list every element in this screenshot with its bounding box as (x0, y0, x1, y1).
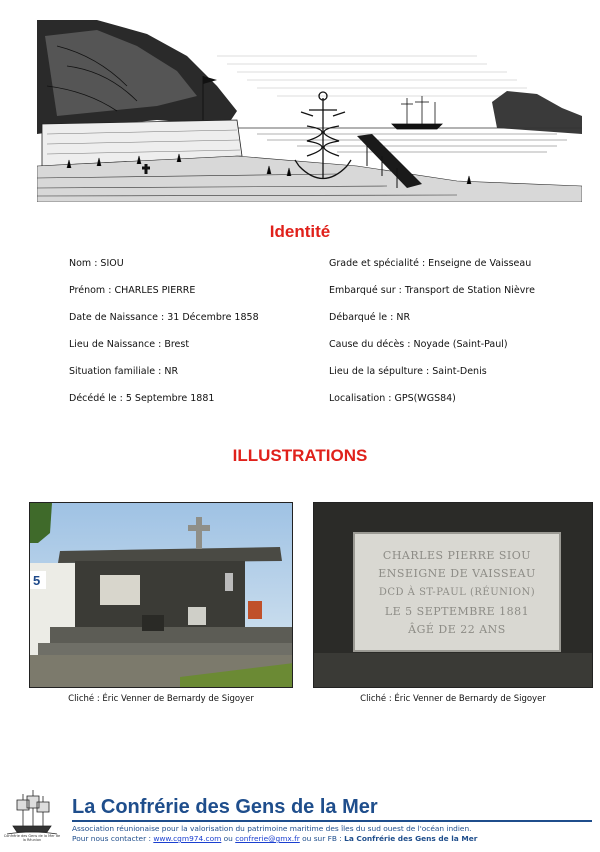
field-label: Localisation : (329, 393, 395, 404)
field-value: Enseigne de Vaisseau (428, 258, 532, 269)
field-value: 31 Décembre 1858 (167, 312, 259, 323)
tomb-number: 5 (33, 573, 41, 588)
field-value: Brest (164, 339, 190, 350)
field-grade (329, 258, 531, 269)
field-value: NR (164, 366, 179, 377)
photo-caption: Cliché : Éric Venner de Bernardy de Sigoyer (360, 694, 546, 704)
field-lieu-naissance (69, 339, 189, 350)
plaque-line: ÂGÉ DE 22 ANS (408, 623, 506, 636)
email-link[interactable]: confrerie@gmx.fr (235, 834, 300, 843)
field-label: Cause du décès : (329, 339, 414, 350)
field-label: Décédé le : (69, 393, 126, 404)
field-value: NR (396, 312, 411, 323)
contact-prefix: Pour nous contacter : (72, 834, 154, 843)
harbor-engraving-banner (37, 16, 582, 202)
field-debarque-le (329, 312, 410, 323)
field-label: Lieu de la sépulture : (329, 366, 433, 377)
photo-caption: Cliché : Éric Venner de Bernardy de Sigoyer (68, 694, 254, 704)
field-value: Noyade (Saint-Paul) (413, 339, 508, 350)
field-cause-deces (329, 339, 508, 350)
section-title-identite: Identité (269, 222, 331, 241)
logo-caption: Confrérie des Gens de la Mer de la Réunion (3, 834, 61, 842)
field-value: GPS(WGS84) (394, 393, 456, 404)
field-prenom (69, 285, 195, 296)
field-nom (69, 258, 124, 269)
field-value: SIOU (100, 258, 124, 269)
footer-divider (72, 820, 592, 822)
field-label: Date de Naissance : (69, 312, 168, 323)
contact-line (72, 834, 477, 843)
field-lieu-sepulture (329, 366, 487, 377)
field-value: CHARLES PIERRE (114, 285, 196, 296)
field-label: Lieu de Naissance : (69, 339, 165, 350)
fb-prefix: ou sur FB : (299, 834, 345, 843)
field-embarque-sur (329, 285, 535, 296)
field-value: Saint-Denis (432, 366, 487, 377)
tomb-photo (29, 502, 293, 688)
field-value: 5 Septembre 1881 (125, 393, 215, 404)
org-name: La Confrérie des Gens de la Mer (72, 796, 378, 818)
field-date-naissance (69, 312, 259, 323)
plaque-photo (313, 502, 593, 688)
field-label: Embarqué sur : (329, 285, 405, 296)
section-title-illustrations: ILLUSTRATIONS (232, 446, 368, 465)
field-label: Débarqué le : (329, 312, 397, 323)
plaque-line: LE 5 SEPTEMBRE 1881 (384, 605, 530, 618)
or-text: ou (221, 834, 236, 843)
field-value: Transport de Station Nièvre (404, 285, 535, 296)
website-link[interactable]: www.cgm974.com (153, 834, 222, 843)
org-description: Association réunionaise pour la valorisation du patrimoine maritime des îles du sud ouest de l'océan indien. (72, 824, 472, 833)
field-decede-le (69, 393, 214, 404)
field-label: Nom : (69, 258, 101, 269)
plaque-line: DCD À ST-PAUL (RÉUNION) (378, 587, 536, 598)
field-localisation (329, 393, 456, 404)
plaque-line: ENSEIGNE DE VAISSEAU (378, 567, 536, 580)
plaque-line: CHARLES PIERRE SIOU (382, 549, 532, 562)
field-label: Prénom : (69, 285, 115, 296)
field-situation-familiale (69, 366, 178, 377)
facebook-page-name: La Confrérie des Gens de la Mer (344, 834, 478, 843)
field-label: Situation familiale : (69, 366, 165, 377)
field-label: Grade et spécialité : (329, 258, 429, 269)
